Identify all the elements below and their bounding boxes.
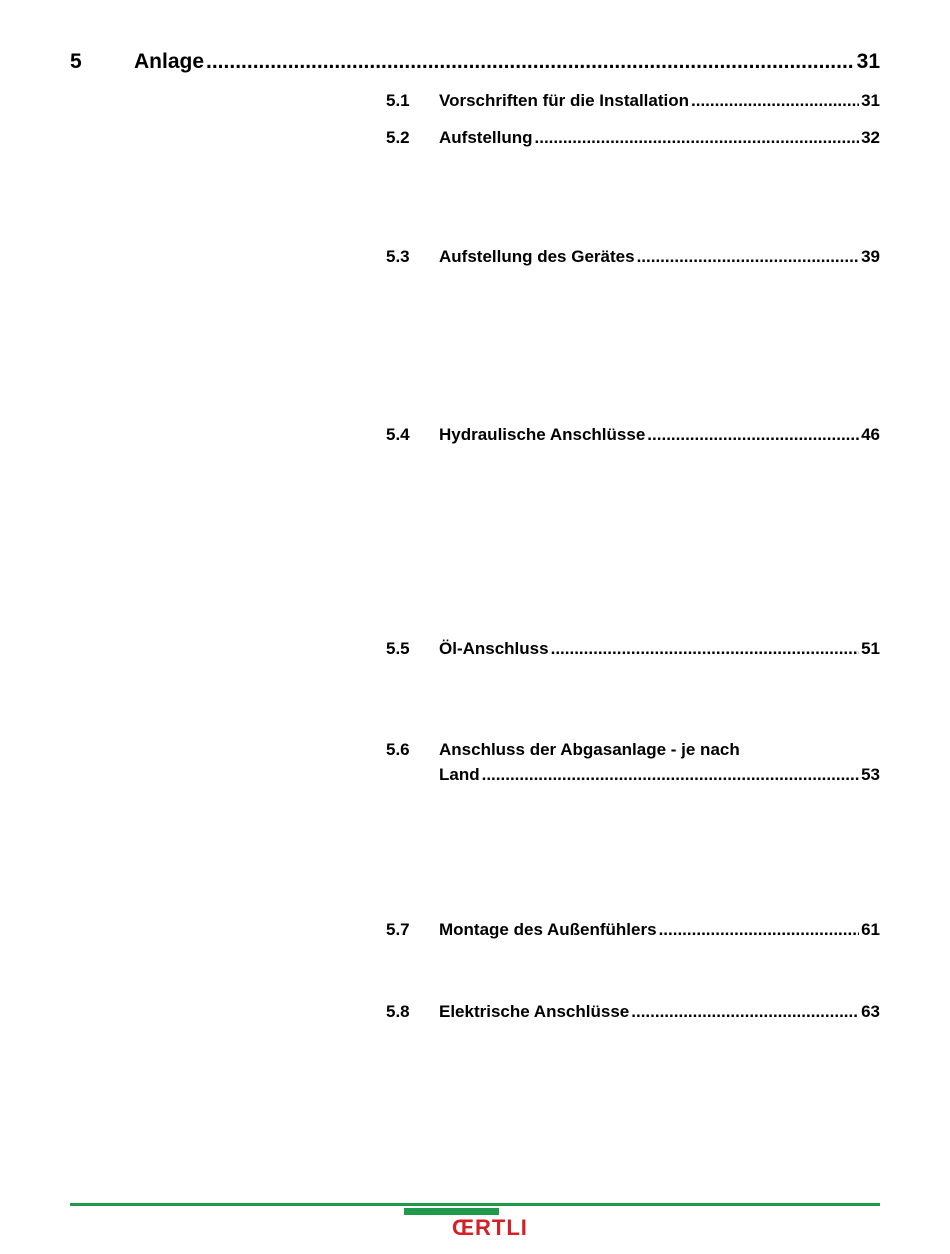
section-title-line2: Land [439,765,480,784]
leader-dots [206,50,855,74]
leader-dots [647,425,859,445]
leader-dots [659,920,860,940]
toc-section-entry[interactable] [386,128,880,148]
leader-dots [482,765,859,785]
chapter-title: Anlage [134,50,205,73]
toc-section-entry[interactable] [386,639,880,659]
section-title: Öl-Anschluss [439,639,549,658]
toc-section-entry[interactable] [386,247,880,267]
section-page: 53 [861,765,880,784]
toc-section-entry[interactable] [386,740,880,785]
section-number: 5.5 [386,639,410,658]
section-page: 46 [861,425,880,444]
section-title: Vorschriften für die Installation [439,91,689,110]
section-number: 5.4 [386,425,410,444]
section-number: 5.2 [386,128,410,147]
section-title: Aufstellung des Gerätes [439,247,635,266]
footer-divider [70,1203,880,1206]
toc-section-entry[interactable] [386,1002,880,1022]
section-page: 39 [861,247,880,266]
section-title: Elektrische Anschlüsse [439,1002,630,1021]
chapter-page: 31 [856,50,880,73]
brand-logo: ŒRTLI [452,1215,528,1240]
section-title-line1: Anschluss der Abgasanlage - je nach [439,740,740,759]
leader-dots [551,639,859,659]
toc-section-entry[interactable] [386,91,880,111]
chapter-number: 5 [70,50,82,73]
section-title: Montage des Außenfühlers [439,920,657,939]
section-title: Aufstellung [439,128,533,147]
toc-section-entry[interactable] [386,425,880,445]
section-page: 61 [861,920,880,939]
section-title: Hydraulische Anschlüsse [439,425,646,444]
footer-accent-bar [404,1208,499,1215]
section-page: 51 [861,639,880,658]
leader-dots [691,91,859,111]
section-number: 5.1 [386,91,410,110]
section-page: 63 [861,1002,880,1021]
section-number: 5.6 [386,740,410,759]
section-number: 5.3 [386,247,410,266]
leader-dots [535,128,860,148]
toc-section-entry[interactable] [386,920,880,940]
section-page: 32 [861,128,880,147]
section-number: 5.7 [386,920,410,939]
section-page: 31 [861,91,880,110]
leader-dots [631,1002,859,1022]
toc-chapter-entry[interactable] [70,50,880,74]
leader-dots [637,247,860,267]
section-number: 5.8 [386,1002,410,1021]
